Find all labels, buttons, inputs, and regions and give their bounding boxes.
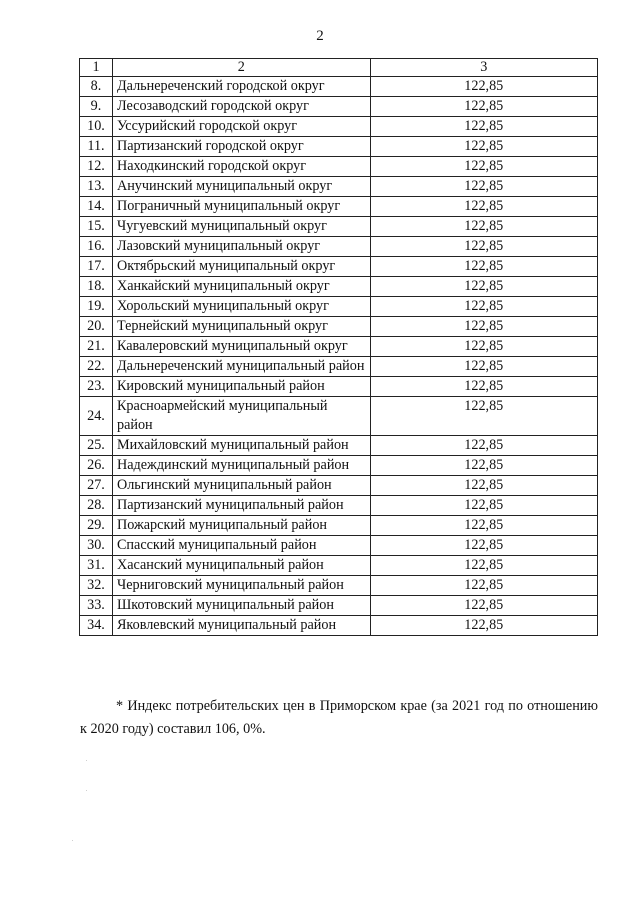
municipality-name: Хасанский муниципальный район [112,556,370,576]
data-table [79,58,598,636]
row-number: 29. [80,516,113,536]
table-row [80,377,598,397]
municipality-name: Дальнереченский городской округ [112,77,370,97]
row-value: 122,85 [370,556,597,576]
row-value: 122,85 [370,337,597,357]
table-row [80,297,598,317]
table-header-row [80,59,598,77]
row-number: 25. [80,436,113,456]
table-row [80,536,598,556]
row-value: 122,85 [370,397,597,436]
row-value: 122,85 [370,596,597,616]
row-value: 122,85 [370,357,597,377]
header-cell-name: 2 [112,59,370,77]
row-number: 21. [80,337,113,357]
row-number: 31. [80,556,113,576]
row-number: 20. [80,317,113,337]
row-value: 122,85 [370,616,597,636]
municipality-name: Дальнереченский муниципальный район [112,357,370,377]
municipality-name: Ханкайский муниципальный округ [112,277,370,297]
municipality-name: Яковлевский муниципальный район [112,616,370,636]
table-row [80,456,598,476]
row-number: 26. [80,456,113,476]
table-row [80,117,598,137]
row-value: 122,85 [370,157,597,177]
municipality-name: Черниговский муниципальный район [112,576,370,596]
municipality-name: Михайловский муниципальный район [112,436,370,456]
municipality-name: Красноармейский муниципальный район [112,397,370,436]
table-row [80,97,598,117]
municipality-name: Пожарский муниципальный район [112,516,370,536]
table-row [80,177,598,197]
table-row [80,496,598,516]
row-value: 122,85 [370,576,597,596]
table-row [80,516,598,536]
row-number: 16. [80,237,113,257]
table-row [80,217,598,237]
scan-speck [86,760,87,761]
municipality-name: Шкотовский муниципальный район [112,596,370,616]
municipality-name: Надеждинский муниципальный район [112,456,370,476]
row-value: 122,85 [370,77,597,97]
table-row [80,616,598,636]
row-number: 33. [80,596,113,616]
row-value: 122,85 [370,117,597,137]
municipality-name: Партизанский муниципальный район [112,496,370,516]
table-row [80,137,598,157]
table-row [80,476,598,496]
row-number: 8. [80,77,113,97]
row-value: 122,85 [370,277,597,297]
row-number: 10. [80,117,113,137]
municipality-name: Лазовский муниципальный округ [112,237,370,257]
table-row [80,397,598,436]
table-row [80,357,598,377]
table-row [80,576,598,596]
table-row [80,277,598,297]
municipality-name: Хорольский муниципальный округ [112,297,370,317]
table-row [80,157,598,177]
row-value: 122,85 [370,97,597,117]
municipality-name: Анучинский муниципальный округ [112,177,370,197]
municipality-name: Уссурийский городской округ [112,117,370,137]
row-number: 9. [80,97,113,117]
scan-speck [86,790,87,791]
municipality-name: Ольгинский муниципальный район [112,476,370,496]
row-value: 122,85 [370,177,597,197]
municipality-name: Лесозаводский городской округ [112,97,370,117]
row-number: 30. [80,536,113,556]
municipality-name: Чугуевский муниципальный округ [112,217,370,237]
municipality-name: Находкинский городской округ [112,157,370,177]
row-value: 122,85 [370,377,597,397]
municipality-name: Тернейский муниципальный округ [112,317,370,337]
table-row [80,556,598,576]
table-row [80,257,598,277]
municipality-name: Кавалеровский муниципальный округ [112,337,370,357]
row-value: 122,85 [370,317,597,337]
table-row [80,337,598,357]
header-cell-number: 1 [80,59,113,77]
row-number: 17. [80,257,113,277]
row-number: 13. [80,177,113,197]
row-value: 122,85 [370,436,597,456]
row-number: 32. [80,576,113,596]
row-number: 23. [80,377,113,397]
row-value: 122,85 [370,237,597,257]
row-value: 122,85 [370,536,597,556]
table-body [80,59,598,636]
municipality-name: Октябрьский муниципальный округ [112,257,370,277]
row-value: 122,85 [370,496,597,516]
footnote: * Индекс потребительских цен в Приморском крае (за 2021 год по отношению к 2020 году) составил 106, 0%. [80,698,598,737]
municipality-name: Партизанский городской округ [112,137,370,157]
row-value: 122,85 [370,137,597,157]
page-number: 2 [316,28,324,44]
table-row [80,596,598,616]
table-row [80,197,598,217]
row-number: 14. [80,197,113,217]
row-value: 122,85 [370,456,597,476]
row-value: 122,85 [370,197,597,217]
row-value: 122,85 [370,476,597,496]
row-value: 122,85 [370,217,597,237]
municipality-name: Пограничный муниципальный округ [112,197,370,217]
row-number: 11. [80,137,113,157]
header-cell-value: 3 [370,59,597,77]
row-number: 18. [80,277,113,297]
municipality-name: Спасский муниципальный район [112,536,370,556]
table-row [80,317,598,337]
table-row [80,77,598,97]
row-number: 34. [80,616,113,636]
row-value: 122,85 [370,297,597,317]
row-number: 12. [80,157,113,177]
row-value: 122,85 [370,516,597,536]
table-row [80,237,598,257]
row-value: 122,85 [370,257,597,277]
scan-speck [72,840,73,841]
row-number: 15. [80,217,113,237]
municipality-name: Кировский муниципальный район [112,377,370,397]
table-row [80,436,598,456]
row-number: 28. [80,496,113,516]
row-number: 19. [80,297,113,317]
row-number: 24. [80,397,113,436]
row-number: 27. [80,476,113,496]
row-number: 22. [80,357,113,377]
